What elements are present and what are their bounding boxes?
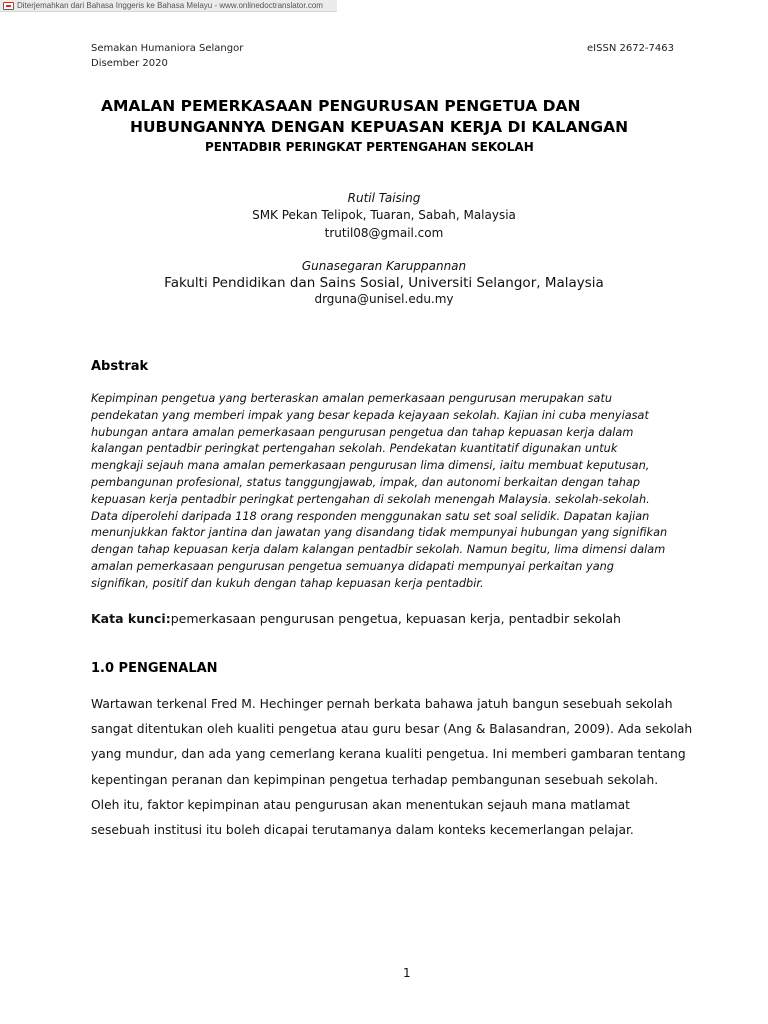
translator-logo-icon bbox=[3, 2, 14, 10]
body-line: sangat ditentukan oleh kualiti pengetua atau guru besar (Ang & Balasandran, 2009). Ada sekolah bbox=[91, 722, 693, 737]
abstract-line: pembangunan profesional, status tanggungjawab, impak, dan autonomi berkaitan dengan tahap bbox=[91, 475, 640, 489]
author-2-email[interactable]: drguna@unisel.edu.my bbox=[314, 292, 454, 306]
abstract-line: mengkaji sejauh mana amalan pemerkasaan pengurusan lima dimensi, iaitu membuat keputusan, bbox=[91, 459, 650, 473]
section-heading-introduction: 1.0 PENGENALAN bbox=[91, 661, 218, 676]
translator-banner[interactable] bbox=[0, 0, 337, 12]
abstract-line: kepuasan kerja pentadbir peringkat pertengahan di sekolah menengah Malaysia. sekolah-sekolah. bbox=[91, 492, 650, 506]
abstract-body bbox=[91, 391, 691, 593]
author-1-affiliation: SMK Pekan Telipok, Tuaran, Sabah, Malaysia bbox=[252, 208, 516, 222]
abstract-line: pendekatan yang memberi impak yang besar kepada kejayaan sekolah. Kajian ini cuba menyiasat bbox=[91, 408, 649, 422]
abstract-line: hubungan antara amalan pemerkasaan pengurusan pengetua dan tahap kepuasan kerja dalam bbox=[91, 425, 634, 439]
author-1-email[interactable]: trutil08@gmail.com bbox=[324, 226, 444, 240]
page-number: 1 bbox=[403, 966, 411, 980]
title-line-3: PENTADBIR PERINGKAT PERTENGAHAN SEKOLAH bbox=[205, 140, 534, 154]
introduction-body bbox=[91, 692, 691, 843]
body-line: sesebuah institusi itu boleh dicapai terutamanya dalam konteks kecemerlangan pelajar. bbox=[91, 823, 634, 838]
abstract-line: amalan pemerkasaan pengurusan pengetua semuanya didapati mempunyai perkaitan yang bbox=[91, 559, 614, 573]
body-line: Wartawan terkenal Fred M. Hechinger pernah berkata bahawa jatuh bangun sesebuah sekolah bbox=[91, 697, 673, 711]
abstract-line: kalangan pentadbir peringkat pertengahan sekolah. Pendekatan kuantitatif digunakan untuk bbox=[91, 442, 618, 456]
journal-name: Semakan Humaniora Selangor bbox=[91, 43, 244, 54]
abstract-line: Kepimpinan pengetua yang berteraskan amalan pemerkasaan pengurusan merupakan satu bbox=[91, 392, 613, 405]
abstract-line: menunjukkan faktor jantina dan jawatan yang disandang tidak mempunyai hubungan yang signifikan bbox=[91, 526, 668, 540]
keywords-label: Kata kunci: bbox=[91, 611, 171, 626]
abstract-line: dengan tahap kepuasan kerja dalam kalangan pentadbir sekolah. Namun begitu, lima dimensi dalam bbox=[91, 543, 666, 557]
abstract-line: signifikan, positif dan kukuh dengan tahap kepuasan kerja pentadbir. bbox=[91, 576, 484, 590]
body-line: Oleh itu, faktor kepimpinan atau pengurusan akan menentukan sejauh mana matlamat bbox=[91, 797, 630, 812]
author-2-name: Gunasegaran Karuppannan bbox=[301, 259, 467, 273]
translator-banner-text[interactable]: Diterjemahkan dari Bahasa Inggeris ke Bahasa Melayu - www.onlinedoctranslator.com bbox=[17, 1, 323, 10]
author-2-affiliation: Fakulti Pendidikan dan Sains Sosial, Universiti Selangor, Malaysia bbox=[164, 275, 604, 291]
issn: eISSN 2672-7463 bbox=[587, 43, 674, 54]
body-line: kepentingan peranan dan kepimpinan pengetua terhadap pembangunan sesebuah sekolah. bbox=[91, 772, 659, 787]
title-line-1: AMALAN PEMERKASAAN PENGURUSAN PENGETUA DAN bbox=[101, 97, 581, 115]
abstract-line: Data diperolehi daripada 118 orang responden menggunakan satu set soal selidik. Dapatan kajian bbox=[91, 509, 650, 523]
title-line-2: HUBUNGANNYA DENGAN KEPUASAN KERJA DI KALANGAN bbox=[130, 118, 629, 136]
author-1-name: Rutil Taising bbox=[347, 191, 421, 205]
keywords-text: pemerkasaan pengurusan pengetua, kepuasan kerja, pentadbir sekolah bbox=[170, 611, 621, 626]
issue-date: Disember 2020 bbox=[91, 58, 168, 69]
keywords bbox=[91, 611, 621, 626]
body-line: yang mundur, dan ada yang cemerlang kerana kualiti pengetua. Ini memberi gambaran tentang bbox=[91, 747, 686, 762]
abstract-heading: Abstrak bbox=[91, 359, 149, 374]
